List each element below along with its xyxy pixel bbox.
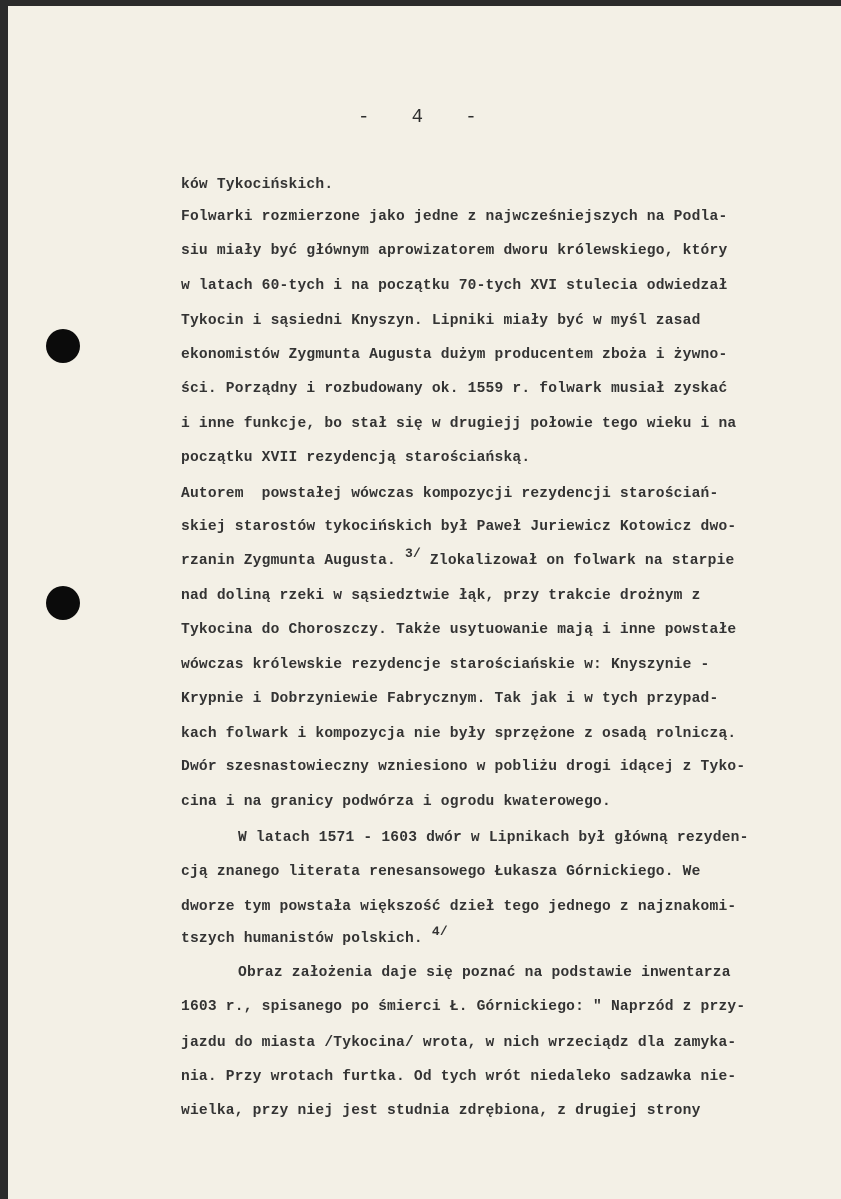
line-text: początku XVII rezydencją starościańską. <box>181 450 531 466</box>
text-line <box>181 1102 701 1120</box>
line-text: W latach 1571 - 1603 dwór w Lipnikach był główną rezyden- <box>238 830 749 846</box>
text-line <box>181 208 727 226</box>
line-text: jazdu do miasta /Tykocina/ wrota, w nich wrzeciądz dla zamyka- <box>181 1035 737 1051</box>
line-text: ści. Porządny i rozbudowany ok. 1559 r. folwark musiał zyskać <box>181 381 728 397</box>
line-text: cina i na granicy podwórza i ogrodu kwaterowego. <box>181 794 611 810</box>
text-line <box>181 1068 736 1086</box>
footnote-marker: 3/ <box>404 546 421 561</box>
line-text: 1603 r., spisanego po śmierci Ł. Górnickiego: " Naprzód z przy- <box>181 999 746 1015</box>
line-text: nia. Przy wrotach furtka. Od tych wrót niedaleko sadzawka nie- <box>181 1069 737 1085</box>
text-line <box>181 485 718 503</box>
line-text: kach folwark i kompozycja nie były sprzężone z osadą rolniczą. <box>181 726 737 742</box>
text-line <box>181 380 727 398</box>
text-line <box>238 829 749 847</box>
text-line <box>181 242 727 260</box>
text-line <box>181 346 727 364</box>
text-line <box>181 1034 736 1052</box>
line-text: wielka, przy niej jest studnia zdrębiona, z drugiej strony <box>181 1103 701 1119</box>
line-text: Dwór szesnastowieczny wzniesiono w pobliżu drogi idącej z Tyko- <box>181 759 746 775</box>
text-line <box>181 898 736 916</box>
text-line <box>181 449 530 467</box>
text-line <box>181 758 745 776</box>
line-text: Obraz założenia daje się poznać na podstawie inwentarza <box>238 965 731 981</box>
text-line <box>181 621 736 639</box>
line-text: wówczas królewskie rezydencje starościańskie w: Knyszynie - <box>181 657 710 673</box>
line-text-rest: Zlokalizował on folwark na starpie <box>420 553 735 569</box>
text-line <box>181 793 611 811</box>
line-text: w latach 60-tych i na początku 70-tych XVI stulecia odwiedzał <box>181 278 728 294</box>
line-text: i inne funkcje, bo stał się w drugiejj połowie tego wieku i na <box>181 416 737 432</box>
text-line <box>181 176 333 194</box>
text-line <box>181 924 448 948</box>
line-text: nad doliną rzeki w sąsiedztwie łąk, przy trakcie drożnym z <box>181 588 701 604</box>
text-line <box>238 964 731 982</box>
footnote-marker: 4/ <box>431 924 448 939</box>
text-line <box>181 518 736 536</box>
text-line <box>181 546 735 570</box>
text-line <box>181 863 701 881</box>
text-line <box>181 277 727 295</box>
line-text: rzanin Zygmunta Augusta. <box>181 553 405 569</box>
text-line <box>181 690 718 708</box>
line-text: tszych humanistów polskich. <box>181 931 432 947</box>
line-text: skiej starostów tykocińskich był Paweł Juriewicz Kotowicz dwo- <box>181 519 737 535</box>
line-text: cją znanego literata renesansowego Łukasza Górnickiego. We <box>181 864 701 880</box>
punch-hole-top <box>46 329 80 363</box>
text-line <box>181 725 736 743</box>
line-text: Autorem powstałej wówczas kompozycji rezydencji starościań- <box>181 486 719 502</box>
document-page <box>8 6 841 1199</box>
punch-hole-bottom <box>46 586 80 620</box>
text-line <box>181 415 736 433</box>
line-text: dworze tym powstała większość dzieł tego jednego z najznakomi- <box>181 899 737 915</box>
line-text: ekonomistów Zygmunta Augusta dużym producentem zboża i żywno- <box>181 347 728 363</box>
line-text: Tykocina do Choroszczy. Także usytuowanie mają i inne powstałe <box>181 622 737 638</box>
line-text: Folwarki rozmierzone jako jedne z najwcześniejszych na Podla- <box>181 209 728 225</box>
line-text: Krypnie i Dobrzyniewie Fabrycznym. Tak jak i w tych przypad- <box>181 691 719 707</box>
text-line <box>181 312 701 330</box>
text-line <box>181 656 710 674</box>
line-text: Tykocin i sąsiedni Knyszyn. Lipniki miały być w myśl zasad <box>181 313 701 329</box>
line-text: ków Tykocińskich. <box>181 177 334 193</box>
page-number: - 4 - <box>358 106 479 128</box>
line-text: siu miały być głównym aprowizatorem dworu królewskiego, który <box>181 243 728 259</box>
text-line <box>181 587 701 605</box>
text-line <box>181 998 745 1016</box>
